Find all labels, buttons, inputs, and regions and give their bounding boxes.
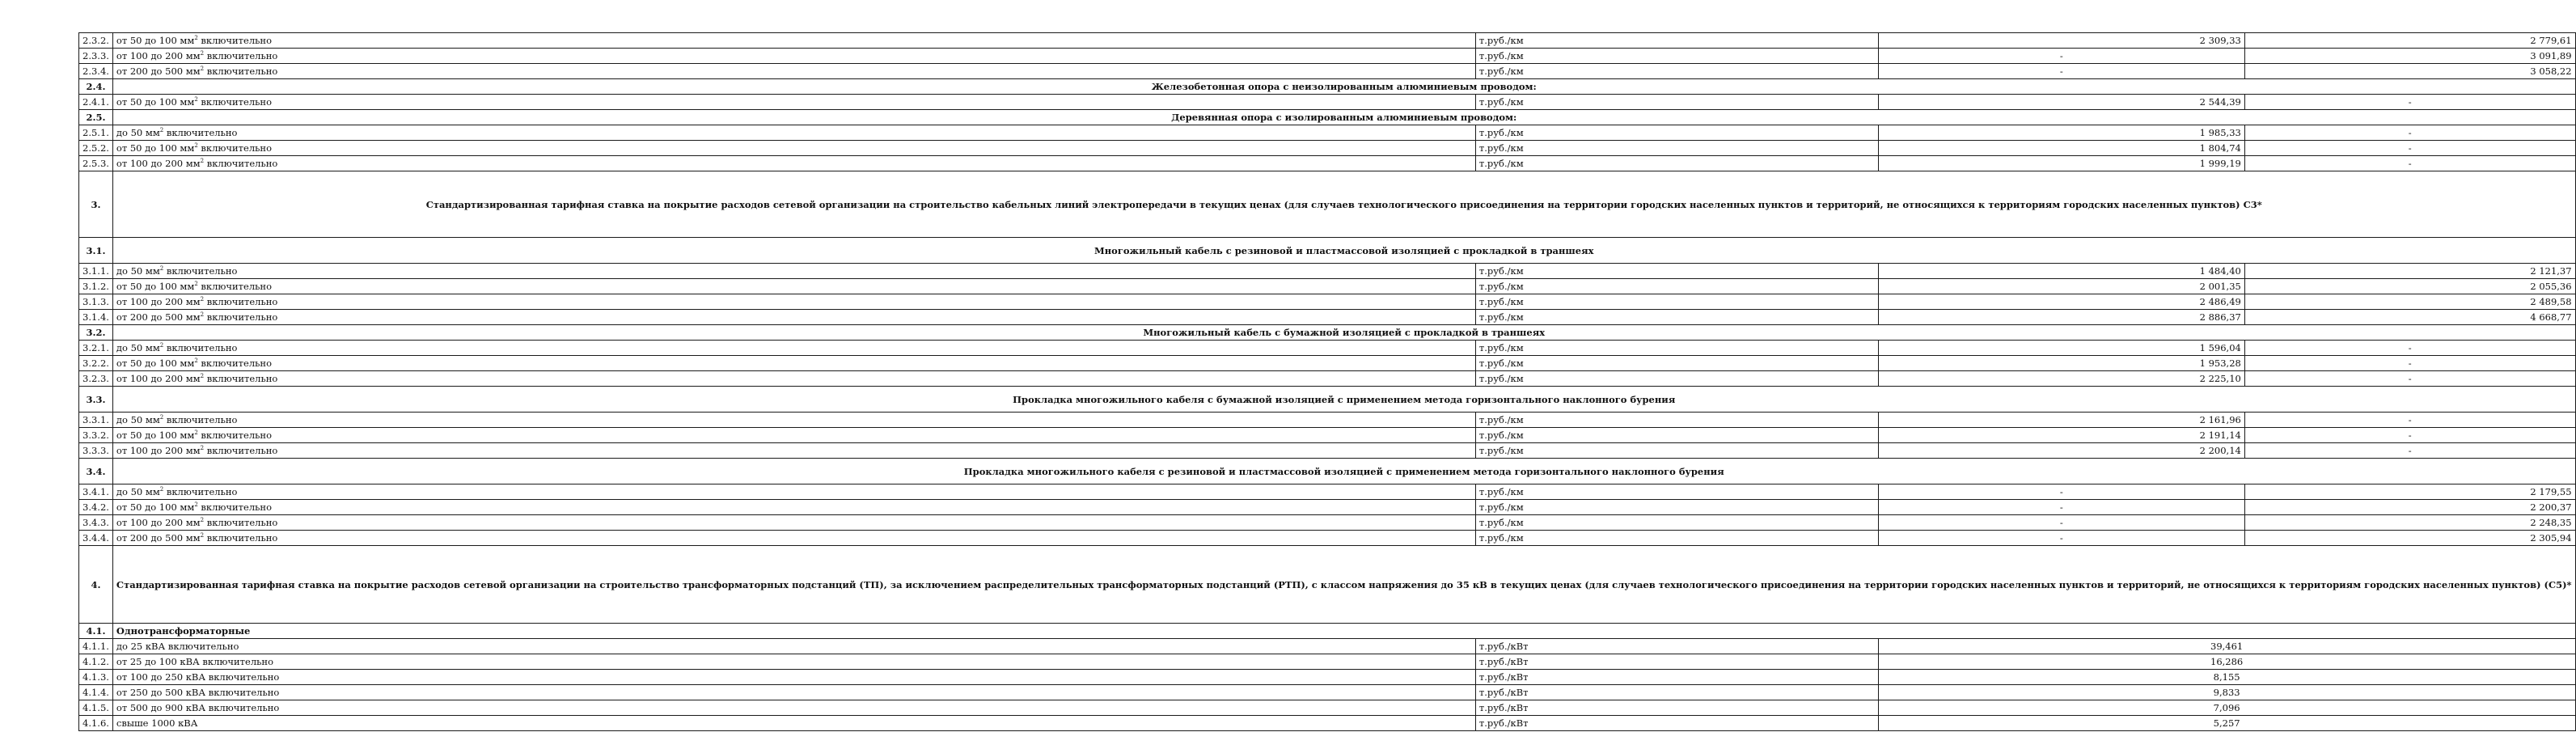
unit-mm: мм: [185, 373, 201, 384]
inclusive-text: включительно: [204, 532, 278, 544]
inclusive-text: включительно: [204, 50, 278, 61]
row-number: 3.1.4.: [79, 310, 113, 325]
unit-exponent: 2: [194, 429, 198, 436]
row-description: [112, 95, 1475, 110]
range-text: от 100 до 200: [116, 158, 186, 169]
section-header-row: [79, 238, 2576, 264]
section-title: Многожильный кабель с резиновой и пластмассовой изоляцией с прокладкой в траншеях: [112, 238, 2575, 264]
section-title: Прокладка многожильного кабеля с бумажной изоляцией с применением метода горизонтального наклонного бурения: [112, 387, 2575, 413]
range-text: от 50 до 100: [116, 142, 180, 154]
unit-mm: мм: [185, 532, 201, 544]
row-number: 3.4.2.: [79, 500, 113, 515]
row-description: [112, 279, 1475, 294]
value-col-1: 2 486,49: [1878, 294, 2244, 310]
row-number: 2.4.1.: [79, 95, 113, 110]
value-col-1: 2 544,39: [1878, 95, 2244, 110]
row-unit: т.руб./кВт: [1475, 716, 1878, 731]
row-number: 3.2.1.: [79, 341, 113, 356]
inclusive-text: включительно: [163, 265, 238, 277]
range-text: от 200 до 500: [116, 311, 186, 323]
inclusive-text: включительно: [163, 127, 238, 138]
unit-exponent: 2: [159, 342, 164, 349]
row-description: от 25 до 100 кВА включительно: [112, 654, 1475, 670]
section-header-row: [79, 387, 2576, 413]
row-number: 3.1.1.: [79, 264, 113, 279]
row-description: [112, 64, 1475, 79]
range-text: от 100 до 200: [116, 296, 186, 307]
unit-mm: мм: [145, 127, 160, 138]
value-col-1: 2 191,14: [1878, 428, 2244, 443]
row-description: [112, 531, 1475, 546]
row-value: 7,096: [1878, 700, 2575, 716]
row-number: 3.2.2.: [79, 356, 113, 371]
value-col-2: -: [2244, 356, 2575, 371]
unit-mm: мм: [180, 501, 195, 513]
unit-mm: мм: [185, 517, 201, 528]
unit-exponent: 2: [200, 311, 205, 318]
row-number: 2.5.3.: [79, 156, 113, 171]
value-col-2: 3 091,89: [2244, 49, 2575, 64]
row-description: от 100 до 250 кВА включительно: [112, 670, 1475, 685]
inclusive-text: включительно: [204, 373, 278, 384]
range-text: до 50: [116, 486, 146, 497]
inclusive-text: включительно: [204, 66, 278, 77]
range-text: от 50 до 100: [116, 429, 180, 441]
section-title: Однотрансформаторные: [112, 624, 2575, 639]
row-number: 4.1.6.: [79, 716, 113, 731]
table-row: [79, 515, 2576, 531]
row-number: 2.3.3.: [79, 49, 113, 64]
value-col-1: 1 804,74: [1878, 141, 2244, 156]
value-col-1: -: [1878, 500, 2244, 515]
inclusive-text: включительно: [163, 414, 238, 425]
table-row: [79, 428, 2576, 443]
unit-mm: мм: [185, 311, 201, 323]
section-title: Железобетонная опора с неизолированным алюминиевым проводом:: [112, 79, 2575, 95]
section-title: Прокладка многожильного кабеля с резиновой и пластмассовой изоляцией с применением метода горизонтального наклонного бурения: [112, 459, 2575, 484]
row-unit: т.руб./км: [1475, 95, 1878, 110]
row-description: [112, 443, 1475, 459]
unit-exponent: 2: [159, 414, 164, 421]
row-description: до 25 кВА включительно: [112, 639, 1475, 654]
unit-mm: мм: [145, 342, 160, 353]
inclusive-text: включительно: [197, 358, 273, 369]
row-unit: т.руб./км: [1475, 531, 1878, 546]
table-row: [79, 341, 2576, 356]
value-col-1: -: [1878, 515, 2244, 531]
value-col-2: 3 058,22: [2244, 64, 2575, 79]
row-description: [112, 141, 1475, 156]
row-number: 3.1.3.: [79, 294, 113, 310]
table-row: [79, 264, 2576, 279]
table-row: [79, 685, 2576, 700]
unit-mm: мм: [145, 486, 160, 497]
row-unit: т.руб./кВт: [1475, 685, 1878, 700]
section-header-row: [79, 546, 2576, 624]
row-number: 3.3.1.: [79, 413, 113, 428]
inclusive-text: включительно: [197, 142, 273, 154]
unit-exponent: 2: [194, 358, 198, 364]
value-col-2: -: [2244, 95, 2575, 110]
table-row: [79, 156, 2576, 171]
value-col-1: -: [1878, 531, 2244, 546]
row-number: 4.1.5.: [79, 700, 113, 716]
row-unit: т.руб./км: [1475, 264, 1878, 279]
row-unit: т.руб./км: [1475, 156, 1878, 171]
section-number: 3.2.: [79, 325, 113, 341]
value-col-2: -: [2244, 156, 2575, 171]
value-col-1: 1 484,40: [1878, 264, 2244, 279]
row-description: [112, 33, 1475, 49]
row-number: 3.4.4.: [79, 531, 113, 546]
row-unit: т.руб./км: [1475, 310, 1878, 325]
inclusive-text: включительно: [197, 429, 273, 441]
section-title: Деревянная опора с изолированным алюминиевым проводом:: [112, 110, 2575, 125]
row-unit: т.руб./км: [1475, 33, 1878, 49]
value-col-2: -: [2244, 141, 2575, 156]
range-text: от 100 до 200: [116, 445, 186, 456]
value-col-1: -: [1878, 64, 2244, 79]
row-unit: т.руб./км: [1475, 515, 1878, 531]
row-description: [112, 125, 1475, 141]
inclusive-text: включительно: [197, 281, 273, 292]
section-number: 4.1.: [79, 624, 113, 639]
range-text: от 100 до 200: [116, 517, 186, 528]
row-unit: т.руб./км: [1475, 443, 1878, 459]
range-text: от 50 до 100: [116, 358, 180, 369]
row-description: [112, 49, 1475, 64]
value-col-1: 2 309,33: [1878, 33, 2244, 49]
section-header-row: [79, 325, 2576, 341]
table-row: [79, 356, 2576, 371]
unit-exponent: 2: [194, 281, 198, 287]
inclusive-text: включительно: [204, 158, 278, 169]
value-col-2: 2 779,61: [2244, 33, 2575, 49]
row-value: 8,155: [1878, 670, 2575, 685]
range-text: до 50: [116, 414, 146, 425]
inclusive-text: включительно: [197, 35, 273, 46]
row-description: [112, 500, 1475, 515]
row-unit: т.руб./кВт: [1475, 670, 1878, 685]
range-text: от 200 до 500: [116, 66, 186, 77]
row-unit: т.руб./км: [1475, 341, 1878, 356]
table-row: [79, 654, 2576, 670]
range-text: от 100 до 200: [116, 373, 186, 384]
row-number: 2.3.2.: [79, 33, 113, 49]
inclusive-text: включительно: [204, 445, 278, 456]
row-number: 4.1.2.: [79, 654, 113, 670]
row-unit: т.руб./км: [1475, 371, 1878, 387]
table-row: [79, 33, 2576, 49]
unit-exponent: 2: [159, 127, 164, 133]
row-number: 3.2.3.: [79, 371, 113, 387]
range-text: от 50 до 100: [116, 35, 180, 46]
value-col-1: 1 596,04: [1878, 341, 2244, 356]
table-row: [79, 413, 2576, 428]
range-text: от 50 до 100: [116, 96, 180, 108]
section-header-row: [79, 79, 2576, 95]
row-number: 2.3.4.: [79, 64, 113, 79]
row-number: 3.3.3.: [79, 443, 113, 459]
row-description: [112, 156, 1475, 171]
row-number: 2.5.2.: [79, 141, 113, 156]
value-col-2: 2 248,35: [2244, 515, 2575, 531]
unit-exponent: 2: [200, 517, 205, 523]
row-unit: т.руб./км: [1475, 428, 1878, 443]
table-row: [79, 95, 2576, 110]
unit-exponent: 2: [159, 486, 164, 493]
section-number: 3.1.: [79, 238, 113, 264]
row-unit: т.руб./км: [1475, 64, 1878, 79]
value-col-1: 1 953,28: [1878, 356, 2244, 371]
unit-mm: мм: [180, 429, 195, 441]
row-description: [112, 371, 1475, 387]
row-unit: т.руб./км: [1475, 356, 1878, 371]
section-number: 2.5.: [79, 110, 113, 125]
value-col-1: -: [1878, 484, 2244, 500]
row-description: от 500 до 900 кВА включительно: [112, 700, 1475, 716]
section-number: 3.: [79, 171, 113, 238]
range-text: до 50: [116, 342, 146, 353]
value-col-2: 2 179,55: [2244, 484, 2575, 500]
value-col-2: 2 055,36: [2244, 279, 2575, 294]
value-col-2: 2 121,37: [2244, 264, 2575, 279]
unit-mm: мм: [185, 158, 201, 169]
unit-mm: мм: [180, 142, 195, 154]
row-description: [112, 413, 1475, 428]
value-col-2: 2 489,58: [2244, 294, 2575, 310]
unit-exponent: 2: [200, 50, 205, 57]
table-row: [79, 500, 2576, 515]
unit-mm: мм: [185, 445, 201, 456]
unit-exponent: 2: [194, 142, 198, 149]
section-number: 2.4.: [79, 79, 113, 95]
unit-mm: мм: [145, 414, 160, 425]
row-description: от 250 до 500 кВА включительно: [112, 685, 1475, 700]
unit-mm: мм: [185, 296, 201, 307]
unit-mm: мм: [180, 96, 195, 108]
row-number: 3.4.3.: [79, 515, 113, 531]
inclusive-text: включительно: [163, 342, 238, 353]
value-col-2: 2 200,37: [2244, 500, 2575, 515]
row-unit: т.руб./кВт: [1475, 654, 1878, 670]
value-col-2: -: [2244, 371, 2575, 387]
inclusive-text: включительно: [204, 296, 278, 307]
table-row: [79, 531, 2576, 546]
row-description: [112, 428, 1475, 443]
row-description: [112, 515, 1475, 531]
row-unit: т.руб./кВт: [1475, 700, 1878, 716]
section-title: Многожильный кабель с бумажной изоляцией с прокладкой в траншеях: [112, 325, 2575, 341]
row-unit: т.руб./км: [1475, 49, 1878, 64]
inclusive-text: включительно: [197, 96, 273, 108]
value-col-2: 2 305,94: [2244, 531, 2575, 546]
value-col-1: 1 999,19: [1878, 156, 2244, 171]
row-unit: т.руб./км: [1475, 279, 1878, 294]
row-unit: т.руб./км: [1475, 413, 1878, 428]
table-row: [79, 716, 2576, 731]
value-col-1: -: [1878, 49, 2244, 64]
row-number: 2.5.1.: [79, 125, 113, 141]
row-description: [112, 341, 1475, 356]
row-description: [112, 264, 1475, 279]
table-row: [79, 294, 2576, 310]
unit-exponent: 2: [200, 66, 205, 72]
range-text: от 50 до 100: [116, 281, 180, 292]
unit-mm: мм: [180, 281, 195, 292]
row-unit: т.руб./км: [1475, 484, 1878, 500]
section-title: Стандартизированная тарифная ставка на покрытие расходов сетевой организации на строительство кабельных линий электропередачи в текущих ценах (для случаев технологического присоединения на территории городских населенных пунктов и территорий, не относящихся к территориям городских населенных пунктов) С3*: [112, 171, 2575, 238]
unit-mm: мм: [185, 66, 201, 77]
unit-exponent: 2: [194, 96, 198, 103]
unit-exponent: 2: [200, 158, 205, 164]
value-col-2: 4 668,77: [2244, 310, 2575, 325]
table-row: [79, 443, 2576, 459]
inclusive-text: включительно: [204, 517, 278, 528]
row-unit: т.руб./км: [1475, 294, 1878, 310]
row-description: свыше 1000 кВА: [112, 716, 1475, 731]
unit-exponent: 2: [194, 501, 198, 508]
row-unit: т.руб./км: [1475, 141, 1878, 156]
inclusive-text: включительно: [204, 311, 278, 323]
row-unit: т.руб./кВт: [1475, 639, 1878, 654]
unit-mm: мм: [185, 50, 201, 61]
subsection-header-row: [79, 624, 2576, 639]
row-description: [112, 294, 1475, 310]
table-row: [79, 279, 2576, 294]
row-unit: т.руб./км: [1475, 500, 1878, 515]
section-number: 3.4.: [79, 459, 113, 484]
unit-exponent: 2: [200, 373, 205, 379]
range-text: от 200 до 500: [116, 532, 186, 544]
value-col-1: 2 001,35: [1878, 279, 2244, 294]
value-col-2: -: [2244, 428, 2575, 443]
row-value: 5,257: [1878, 716, 2575, 731]
value-col-1: 1 985,33: [1878, 125, 2244, 141]
value-col-1: 2 886,37: [1878, 310, 2244, 325]
unit-mm: мм: [180, 35, 195, 46]
row-number: 3.3.2.: [79, 428, 113, 443]
section-title: Стандартизированная тарифная ставка на покрытие расходов сетевой организации на строительство трансформаторных подстанций (ТП), за исключением распределительных трансформаторных подстанций (РТП), с классом напряжения до 35 кВ в текущих ценах (для случаев технологического присоединения на территории городских населенных пунктов и территорий, не относящихся к территориям городских населенных пунктов) (С5)*: [112, 546, 2575, 624]
inclusive-text: включительно: [197, 501, 273, 513]
unit-exponent: 2: [159, 265, 164, 272]
value-col-2: -: [2244, 125, 2575, 141]
table-row: [79, 141, 2576, 156]
row-description: [112, 356, 1475, 371]
row-description: [112, 310, 1475, 325]
row-value: 9,833: [1878, 685, 2575, 700]
row-number: 3.4.1.: [79, 484, 113, 500]
value-col-2: -: [2244, 341, 2575, 356]
table-row: [79, 125, 2576, 141]
unit-exponent: 2: [200, 296, 205, 303]
value-col-2: -: [2244, 413, 2575, 428]
table-row: [79, 484, 2576, 500]
table-row: [79, 371, 2576, 387]
row-number: 4.1.3.: [79, 670, 113, 685]
row-number: 3.1.2.: [79, 279, 113, 294]
unit-exponent: 2: [200, 532, 205, 539]
range-text: до 50: [116, 127, 146, 138]
section-header-row: [79, 110, 2576, 125]
inclusive-text: включительно: [163, 486, 238, 497]
tariff-table: [78, 32, 2576, 731]
unit-exponent: 2: [200, 445, 205, 451]
row-number: 4.1.1.: [79, 639, 113, 654]
row-description: [112, 484, 1475, 500]
row-unit: т.руб./км: [1475, 125, 1878, 141]
value-col-1: 2 200,14: [1878, 443, 2244, 459]
range-text: до 50: [116, 265, 146, 277]
table-row: [79, 49, 2576, 64]
table-row: [79, 639, 2576, 654]
section-number: 4.: [79, 546, 113, 624]
section-number: 3.3.: [79, 387, 113, 413]
value-col-1: 2 161,96: [1878, 413, 2244, 428]
row-value: 39,461: [1878, 639, 2575, 654]
range-text: от 100 до 200: [116, 50, 186, 61]
section-header-row: [79, 171, 2576, 238]
row-value: 16,286: [1878, 654, 2575, 670]
unit-mm: мм: [180, 358, 195, 369]
unit-exponent: 2: [194, 35, 198, 41]
table-row: [79, 700, 2576, 716]
table-row: [79, 64, 2576, 79]
range-text: от 50 до 100: [116, 501, 180, 513]
section-header-row: [79, 459, 2576, 484]
table-row: [79, 670, 2576, 685]
unit-mm: мм: [145, 265, 160, 277]
value-col-2: -: [2244, 443, 2575, 459]
table-row: [79, 310, 2576, 325]
row-number: 4.1.4.: [79, 685, 113, 700]
value-col-1: 2 225,10: [1878, 371, 2244, 387]
